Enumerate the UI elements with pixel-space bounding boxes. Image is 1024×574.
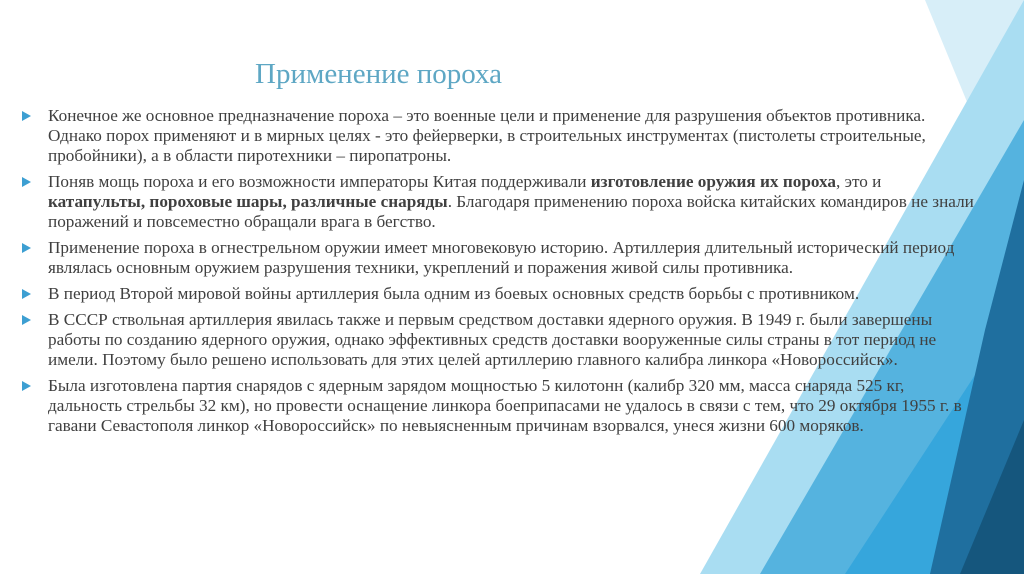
bullet-arrow-icon [22, 289, 31, 299]
bullet-text: В период Второй мировой войны артиллерия была одним из боевых основных средств борьбы с противником. [48, 284, 860, 303]
bullet-text: Была изготовлена партия снарядов с ядерным зарядом мощностью 5 килотонн (калибр 320 мм, масса снаряда 525 кг, дальность стрельбы 32 км), но провести оснащение линкора боеприпасами не удалось в связи с тем, что 29 октября 1955 г. в гавани Севастополя линкор «Новороссийск» по невыясненным причинам взорвался, унеся жизни 600 моряков. [48, 376, 962, 435]
bullet-text-part: Поняв мощь пороха и его возможности императоры Китая поддерживали [48, 172, 591, 191]
bullet-item [22, 376, 977, 436]
bullet-item [22, 172, 977, 232]
bullet-arrow-icon [22, 315, 31, 325]
bullet-text-part: . Благодаря применению пороха войска китайских командиров не знали поражений и повсеместно обращали врага в бегство. [48, 192, 974, 231]
bullet-item [22, 238, 977, 278]
bullet-list [22, 106, 977, 442]
bullet-text: Применение пороха в огнестрельном оружии имеет многовековую историю. Артиллерия длительный исторический период являлась основным оружием разрушения техники, укреплений и поражения живой силы противника. [48, 238, 955, 277]
bullet-item [22, 106, 977, 166]
bullet-arrow-icon [22, 177, 31, 187]
bullet-item [22, 310, 977, 370]
bullet-text: Конечное же основное предназначение пороха – это военные цели и применение для разрушения объектов противника. Однако порох применяют и в мирных целях - это фейерверки, в строительных инструментах (пистолеты строительные, пробойники), а в области пиротехники – пиропатроны. [48, 106, 926, 165]
bullet-arrow-icon [22, 111, 31, 121]
bullet-bold-text: изготовление оружия их пороха [590, 172, 837, 191]
bullet-item [22, 284, 977, 304]
bullet-text-part: , это и [836, 172, 882, 191]
slide-title: Применение пороха [255, 58, 503, 90]
bullet-bold-text: катапульты, пороховые шары, различные снаряды [48, 192, 448, 211]
bullet-arrow-icon [22, 243, 31, 253]
bullet-text: В СССР ствольная артиллерия явилась также и первым средством доставки ядерного оружия. В 1949 г. были завершены работы по созданию ядерного оружия, однако эффективных средств доставки вооруженные силы страны в тот период не имели. Поэтому было решено использовать для этих целей артиллерию главного калибра линкора «Новороссийск». [48, 310, 937, 369]
bullet-arrow-icon [22, 381, 31, 391]
